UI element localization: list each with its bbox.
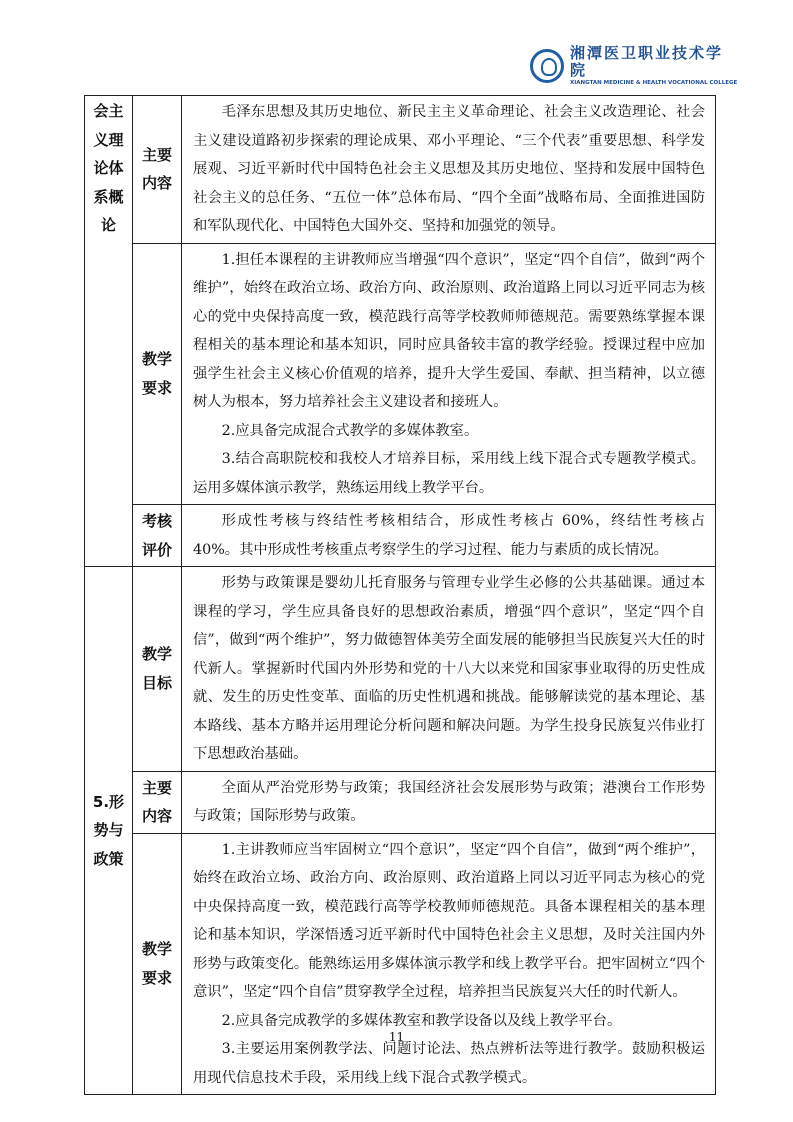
logo-chinese-name: 湘潭医卫职业技术学院 bbox=[570, 44, 724, 79]
college-seal-icon bbox=[530, 49, 564, 83]
logo-english-name: XIANGTAN MEDICINE & HEALTH VOCATIONAL COLLEGE bbox=[570, 80, 738, 86]
row-content: 毛泽东思想及其历史地位、新民主主义革命理论、社会主义改造理论、社会主义建设道路初步探索的理论成果、邓小平理论、“三个代表”重要思想、科学发展观、习近平新时代中国特色社会主义思想及其历史地位、坚持和发展中国特色社会主义的总任务、“五位一体”总体布局、“四个全面”战略布局、全面推进国防和军队现代化、中国特色大国外交、坚持和加强党的领导。 bbox=[182, 96, 716, 244]
row-label: 教学目标 bbox=[133, 567, 182, 772]
row-label: 教学要求 bbox=[133, 833, 182, 1095]
row-content: 全面从严治党形势与政策；我国经济社会发展形势与政策；港澳台工作形势与政策；国际形势与政策。 bbox=[182, 771, 716, 833]
row-content: 1.担任本课程的主讲教师应当增强“四个意识”，坚定“四个自信”，做到“两个维护”，始终在政治立场、政治方向、政治原则、政治道路上同以习近平同志为核心的党中央保持高度一致，模范践行高等学校教师师德规范。需要熟练掌握本课程相关的基本理论和基本知识，同时应具备较丰富的教学经验。授课过程中应加强学生社会主义核心价值观的培养，提升大学生爱国、奉献、担当精神，以立德树人为根本，努力培养社会主义建设者和接班人。 2.应具备完成混合式教学的多媒体教室。 3.结合高职院校和我校人才培养目标，采用线上线下混合式专题教学模式。运用多媒体演示教学，熟练运用线上教学平台。 bbox=[182, 243, 716, 505]
college-logo bbox=[530, 44, 738, 86]
page-number: 11 bbox=[388, 1030, 405, 1044]
course-name-cell: 5.形势与政策 bbox=[85, 567, 133, 1095]
row-label: 主要内容 bbox=[133, 771, 182, 833]
row-label: 主要内容 bbox=[133, 96, 182, 244]
row-content: 1.主讲教师应当牢固树立“四个意识”，坚定“四个自信”，做到“两个维护”，始终在政治立场、政治方向、政治原则、政治道路上同以习近平同志为核心的党中央保持高度一致，模范践行高等学校教师师德规范。具备本课程相关的基本理论和基本知识，学深悟透习近平新时代中国特色社会主义思想，及时关注国内外形势与政策变化。能熟练运用多媒体演示教学和线上教学平台。把牢固树立“四个意识”，坚定“四个自信”贯穿教学全过程，培养担当民族复兴大任的时代新人。 2.应具备完成教学的多媒体教室和教学设备以及线上教学平台。 3.主要运用案例教学法、问题讨论法、热点辨析法等进行教学。鼓励积极运用现代信息技术手段，采用线上线下混合式教学模式。 bbox=[182, 833, 716, 1095]
row-label: 教学要求 bbox=[133, 243, 182, 505]
course-name-cell: 会主义理论体系概论 bbox=[85, 96, 133, 567]
row-content: 形势与政策课是婴幼儿托育服务与管理专业学生必修的公共基础课。通过本课程的学习，学生应具备良好的思想政治素质，增强“四个意识”，坚定“四个自信”，做到“两个维护”，努力做德智体美劳全面发展的能够担当民族复兴大任的时代新人。掌握新时代国内外形势和党的十八大以来党和国家事业取得的历史性成就、发生的历史性变革、面临的历史性机遇和挑战。能够解读党的基本理论、基本路线、基本方略并运用理论分析问题和解决问题。为学生投身民族复兴伟业打下思想政治基础。 bbox=[182, 567, 716, 772]
row-label: 考核评价 bbox=[133, 505, 182, 567]
curriculum-table bbox=[84, 95, 716, 1095]
row-content: 形成性考核与终结性考核相结合，形成性考核占 60%，终结性考核占 40%。其中形成性考核重点考察学生的学习过程、能力与素质的成长情况。 bbox=[182, 505, 716, 567]
